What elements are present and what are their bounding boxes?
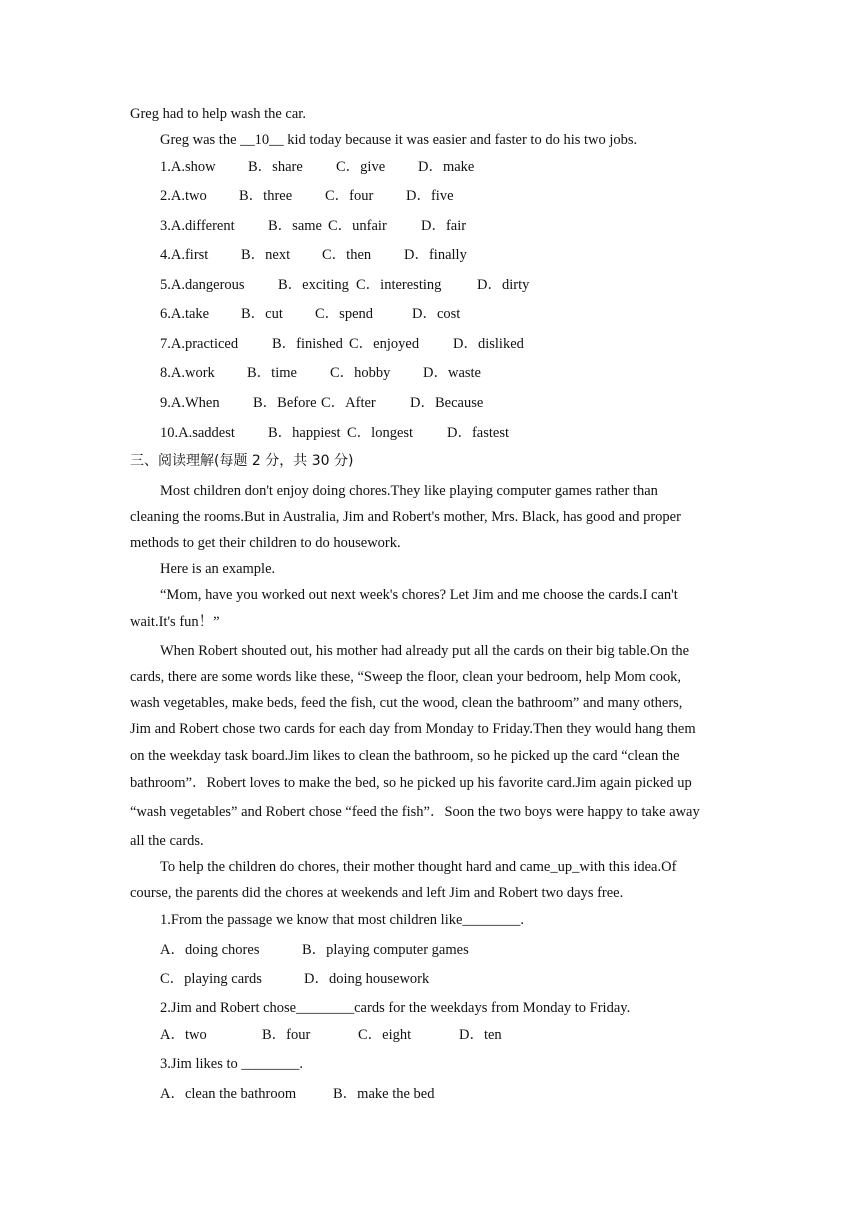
option-d: D．five: [406, 188, 454, 204]
option-c: C．give: [336, 159, 386, 175]
passage-line: Here is an example.: [160, 561, 276, 577]
option-a: 10.A.saddest: [160, 425, 235, 441]
option-c: C．spend: [315, 306, 373, 322]
option-c: C．eight: [358, 1027, 412, 1043]
option-a: 5.A.dangerous: [160, 277, 245, 293]
passage-line: cards, there are some words like these, “Sweep the floor, clean your bedroom, help Mom cook,: [130, 669, 682, 685]
question-stem: 3.Jim likes to ________.: [160, 1056, 303, 1072]
option-c: C．interesting: [356, 277, 442, 293]
option-d: D．finally: [404, 247, 467, 263]
option-d: D．Because: [410, 395, 484, 411]
option-d: D．dirty: [477, 277, 530, 293]
option-b: B．happiest: [268, 425, 341, 441]
passage-line: Most children don't enjoy doing chores.They like playing computer games rather than: [160, 483, 658, 499]
option-b: B．Before: [253, 395, 317, 411]
option-c: C．After: [321, 395, 376, 411]
option-b: B．share: [248, 159, 303, 175]
passage-line: bathroom”．Robert loves to make the bed, so he picked up his favorite card.Jim again picked up: [130, 775, 692, 791]
passage-line: on the weekday task board.Jim likes to clean the bathroom, so he picked up the card “clean the: [130, 748, 680, 764]
option-b: B．make the bed: [333, 1086, 435, 1102]
option-c: C．unfair: [328, 218, 387, 234]
option-a: 7.A.practiced: [160, 336, 239, 352]
section-heading: 三、阅读理解(每题 2 分，共 30 分): [130, 453, 354, 469]
passage-line: wash vegetables, make beds, feed the fish, cut the wood, clean the bathroom” and many others,: [130, 695, 683, 711]
option-a: 9.A.When: [160, 395, 220, 411]
option-b: B．playing computer games: [302, 942, 469, 958]
option-d: D．fair: [421, 218, 467, 234]
option-d: D．disliked: [453, 336, 524, 352]
option-b: B．cut: [241, 306, 283, 322]
passage-line: cleaning the rooms.But in Australia, Jim and Robert's mother, Mrs. Black, has good and proper: [130, 509, 681, 525]
option-a: 1.A.show: [160, 159, 216, 175]
option-c: C．four: [325, 188, 374, 204]
option-b: B．finished: [272, 336, 343, 352]
question-stem: 2.Jim and Robert chose________cards for the weekdays from Monday to Friday.: [160, 1000, 631, 1016]
passage-line: course, the parents did the chores at weekends and left Jim and Robert two days free.: [130, 885, 624, 901]
passage-line: “Mom, have you worked out next week's chores? Let Jim and me choose the cards.I can't: [160, 587, 678, 603]
option-d: D．waste: [423, 365, 481, 381]
passage-line: methods to get their children to do housework.: [130, 535, 401, 551]
option-b: B．four: [262, 1027, 311, 1043]
option-d: D．make: [418, 159, 475, 175]
option-b: B．three: [239, 188, 293, 204]
passage-line: When Robert shouted out, his mother had already put all the cards on their big table.On the: [160, 643, 690, 659]
passage-line: Jim and Robert chose two cards for each day from Monday to Friday.Then they would hang them: [130, 721, 696, 737]
option-d: D．fastest: [447, 425, 510, 441]
passage-line: To help the children do chores, their mother thought hard and came_up_with this idea.Of: [160, 859, 677, 875]
option-b: B．exciting: [278, 277, 349, 293]
option-a: A．two: [160, 1027, 207, 1043]
option-b: B．same: [268, 218, 322, 234]
option-d: D．ten: [459, 1027, 502, 1043]
option-a: 3.A.different: [160, 218, 235, 234]
option-b: B．next: [241, 247, 291, 263]
option-a: 6.A.take: [160, 306, 210, 322]
passage-line: all the cards.: [130, 833, 204, 849]
passage-line: wait.It's fun！”: [130, 614, 220, 630]
option-c: C．playing cards: [160, 971, 262, 987]
option-c: C．longest: [347, 425, 414, 441]
option-c: C．hobby: [330, 365, 391, 381]
option-a: 4.A.first: [160, 247, 209, 263]
option-a: A．clean the bathroom: [160, 1086, 297, 1102]
cloze-text-line: Greg was the __10__ kid today because it was easier and faster to do his two jobs.: [160, 132, 638, 148]
passage-line: “wash vegetables” and Robert chose “feed the fish”．Soon the two boys were happy to take away: [130, 804, 700, 820]
cloze-text-line: Greg had to help wash the car.: [130, 106, 306, 122]
option-a: 8.A.work: [160, 365, 215, 381]
option-b: B．time: [247, 365, 297, 381]
option-d: D．cost: [412, 306, 461, 322]
option-d: D．doing housework: [304, 971, 430, 987]
option-c: C．enjoyed: [349, 336, 420, 352]
option-c: C．then: [322, 247, 372, 263]
option-a: 2.A.two: [160, 188, 207, 204]
question-stem: 1.From the passage we know that most children like________.: [160, 912, 525, 928]
option-a: A．doing chores: [160, 942, 260, 958]
